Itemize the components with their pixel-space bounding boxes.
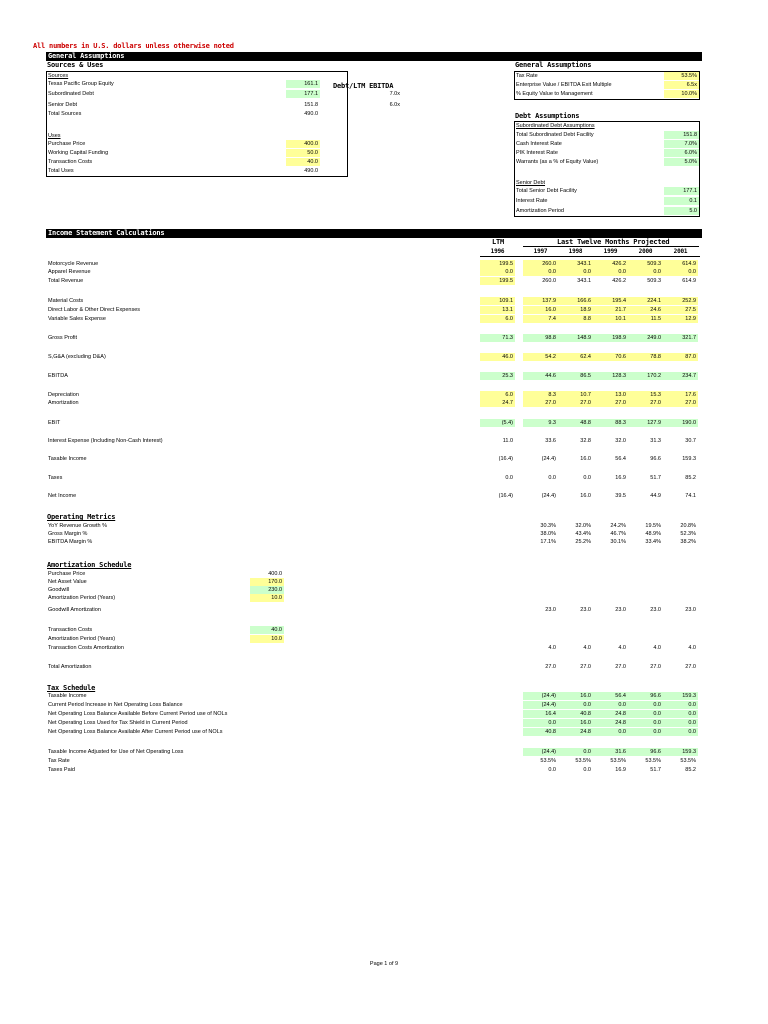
income-row-value: 195.4 [593,297,628,305]
tax-row-value: 0.0 [583,767,591,773]
income-row-value: 51.7 [650,475,661,481]
assumption-label: Tax Rate [516,73,538,79]
tax-row-value: 0.0 [628,710,663,718]
tc-amort-value: 4.0 [618,645,626,651]
tax-row-value: (24.4) [523,748,558,756]
goodwill-amort-value: 23.0 [650,607,661,613]
tax-row-value: 0.0 [523,719,558,727]
income-row-value: 13.0 [593,391,628,399]
tax-row-value: 53.5% [645,758,661,764]
amort-input-label: Net Asset Value [48,579,87,585]
income-row-label: Depreciation [48,392,79,398]
income-row-value: 0.0 [523,268,558,276]
tax-row-value: 53.5% [610,758,626,764]
income-row-value: 426.2 [593,260,628,268]
tax-row-value: 0.0 [628,728,663,736]
tc-amort-value: 4.0 [688,645,696,651]
metric-value: 32.0% [575,523,591,529]
uses-label: Uses [48,133,61,139]
senior-debt-value: 0.1 [664,197,699,205]
source-value: 161.1 [286,80,320,88]
assumption-value: 53.5% [664,72,699,80]
income-row-value: 260.0 [523,260,558,268]
income-row-value: 10.7 [558,391,593,399]
income-row-value: 13.1 [480,306,515,314]
currency-note: All numbers in U.S. dollars unless otherwise noted [33,42,234,50]
tax-row-value: 16.0 [558,692,593,700]
tax-row-value: 0.0 [558,748,593,756]
income-row-value: 252.9 [663,297,698,305]
goodwill-amort-value: 23.0 [615,607,626,613]
tax-row-value: 53.5% [680,758,696,764]
tax-row-value: 24.8 [593,719,628,727]
tax-row-value: 96.6 [628,692,663,700]
sub-header: Subordinated Debt Assumptions [516,123,595,129]
year-header: 2000 [638,248,653,255]
income-row-value: 137.9 [523,297,558,305]
income-row-value: 614.9 [682,278,696,284]
tax-row-label: Taxes Paid [48,767,75,773]
income-row-value: 198.9 [593,334,628,342]
tax-row-value: 96.6 [628,748,663,756]
debt-ebitda-label: Debt/LTM EBITDA [333,82,394,90]
metric-value: 24.2% [610,523,626,529]
income-row-value: 0.0 [505,475,513,481]
senior-debt-label: Total Senior Debt Facility [516,188,577,194]
income-row-value: 27.0 [663,399,698,407]
income-row-value: 509.3 [647,278,661,284]
ga-title: General Assumptions [515,61,592,69]
income-row-value: 260.0 [542,278,556,284]
income-row-value: 249.0 [628,334,663,342]
assumption-label: Enterprise Value / EBITDA Exit Multiple [516,82,612,88]
tax-row-value: 53.5% [540,758,556,764]
income-row-value: 321.7 [663,334,698,342]
income-row-value: 44.9 [650,493,661,499]
amort-input-label: Amortization Period (Years) [48,595,116,601]
income-row-value: 166.6 [558,297,593,305]
metric-value: 52.3% [680,531,696,537]
tc-input-value: 10.0 [250,635,284,643]
general-assumptions-bar: General Assumptions [46,52,702,61]
tax-row-value: 0.0 [548,767,556,773]
tax-row-value: 16.4 [523,710,558,718]
debt-title: Debt Assumptions [515,112,580,120]
income-row-value: (5.4) [480,419,515,427]
metric-value: 33.4% [645,539,661,545]
income-row-value: 6.0 [480,391,515,399]
metric-label: YoY Revenue Growth % [48,523,108,529]
income-row-value: 27.0 [628,399,663,407]
income-row-value: 8.8 [558,315,593,323]
tc-input-label: Transaction Costs [48,627,93,633]
income-row-label: Gross Profit [48,335,78,341]
amort-input-value: 230.0 [250,586,284,594]
income-row-value: 614.9 [663,260,698,268]
income-row-value: 98.8 [523,334,558,342]
assumption-value: 6.5x [664,81,699,89]
income-row-value: 39.5 [615,493,626,499]
projected-underline [523,246,699,247]
income-row-value: 18.9 [558,306,593,314]
ltm-projected-label: Last Twelve Months Projected [557,238,670,246]
use-value: 50.0 [286,149,320,157]
income-row-value: 9.3 [523,419,558,427]
source-label: Texas Pacific Group Equity [48,81,114,87]
income-row-value: 33.6 [545,438,556,444]
income-row-value: 88.3 [593,419,628,427]
income-row-value: 127.9 [628,419,663,427]
income-row-value: 86.5 [558,372,593,380]
income-row-value: 343.1 [577,278,591,284]
use-value: 400.0 [286,140,320,148]
tax-row-value: 0.0 [628,719,663,727]
tax-row-value: 0.0 [663,710,698,718]
year-header: 1999 [603,248,618,255]
income-row-value: 54.2 [523,353,558,361]
income-row-value: 16.9 [615,475,626,481]
income-row-value: 426.2 [612,278,626,284]
income-row-value: 109.1 [480,297,515,305]
income-row-value: 199.5 [480,277,515,285]
sources-uses-title: Sources & Uses [47,61,104,69]
total-amort-value: 27.0 [650,664,661,670]
income-row-label: Apparel Revenue [48,269,91,275]
metric-value: 20.8% [680,523,696,529]
senior-debt-value: 5.0 [664,207,699,215]
source-label: Total Sources [48,111,82,117]
tax-row-value: 85.2 [685,767,696,773]
tax-row-value: 56.4 [593,692,628,700]
tax-row-value: 31.6 [593,748,628,756]
income-row-value: 27.0 [523,399,558,407]
income-row-value: 70.6 [593,353,628,361]
income-row-label: Material Costs [48,298,84,304]
total-amort-label: Total Amortization [48,664,92,670]
metric-label: Gross Margin % [48,531,88,537]
year-header: 1997 [533,248,548,255]
income-row-value: 159.3 [682,456,696,462]
income-row-value: 15.3 [628,391,663,399]
income-row-label: Taxable Income [48,456,87,462]
income-row-value: 0.0 [628,268,663,276]
metric-value: 19.5% [645,523,661,529]
total-amort-value: 27.0 [685,664,696,670]
tax-row-value: 40.8 [523,728,558,736]
income-row-label: Taxes [48,475,63,481]
sub-debt-label: PIK Interest Rate [516,150,558,156]
amort-input-label: Purchase Price [48,571,86,577]
income-row-value: 509.3 [628,260,663,268]
income-statement-bar: Income Statement Calculations [46,229,702,238]
income-row-value: 71.3 [480,334,515,342]
income-row-label: EBIT [48,420,61,426]
tax-row-value: 159.3 [663,748,698,756]
use-value: 490.0 [304,168,318,174]
metric-value: 25.2% [575,539,591,545]
income-row-label: Variable Sales Expense [48,316,106,322]
goodwill-amort-label: Goodwill Amortization [48,607,101,613]
income-row-value: 16.0 [580,456,591,462]
tax-row-value: 0.0 [593,701,628,709]
sub-debt-label: Cash Interest Rate [516,141,562,147]
tax-row-value: 0.0 [593,728,628,736]
income-row-label: Direct Labor & Other Direct Expenses [48,307,141,313]
source-value: 490.0 [304,111,318,117]
tax-row-label: Tax Rate [48,758,70,764]
source-label: Senior Debt [48,102,78,108]
income-row-value: 27.0 [558,399,593,407]
tax-row-label: Net Operating Loss Used for Tax Shield in Current Period [48,720,188,726]
income-row-value: 0.0 [548,475,556,481]
income-row-value: 234.7 [663,372,698,380]
income-row-value: 78.8 [628,353,663,361]
goodwill-amort-value: 23.0 [580,607,591,613]
income-row-value: 8.3 [523,391,558,399]
tax-row-value: 24.8 [593,710,628,718]
tax-row-value: 16.9 [615,767,626,773]
metric-value: 17.1% [540,539,556,545]
income-row-value: 24.6 [628,306,663,314]
sub-debt-label: Total Subordinated Debt Facility [516,132,594,138]
tax-row-value: 0.0 [558,701,593,709]
tax-title: Tax Schedule [47,684,96,692]
tax-row-value: 40.8 [558,710,593,718]
income-row-value: 32.8 [580,438,591,444]
assumption-value: 10.0% [664,90,699,98]
amort-input-value: 170.0 [250,578,284,586]
ltm-label: LTM [491,238,505,246]
year-header: 2001 [673,248,688,255]
year-header: 1996 [490,248,505,255]
income-row-value: 199.5 [480,260,515,268]
income-row-value: 85.2 [685,475,696,481]
metric-value: 38.0% [540,531,556,537]
tc-amort-label: Transaction Costs Amortization [48,645,124,651]
income-row-value: 0.0 [583,475,591,481]
metric-value: 38.2% [680,539,696,545]
income-row-value: 24.7 [480,399,515,407]
income-row-value: 6.0 [480,315,515,323]
income-row-label: Amortization [48,400,79,406]
amort-title: Amortization Schedule [47,561,132,569]
income-row-value: 87.0 [663,353,698,361]
income-row-value: 10.1 [593,315,628,323]
senior-debt-label: Amortization Period [516,208,564,214]
income-row-value: 32.0 [615,438,626,444]
income-row-value: 44.6 [523,372,558,380]
tax-row-label: Taxable Income Adjusted for Use of Net Operating Loss [48,749,184,755]
tax-row-label: Current Period Increase in Net Operating Loss Balance [48,702,183,708]
tax-row-label: Net Operating Loss Balance Available After Current Period use of NOLs [48,729,223,735]
income-row-value: 96.6 [650,456,661,462]
senior-debt-label: Interest Rate [516,198,548,204]
income-row-value: 27.5 [663,306,698,314]
tax-row-label: Net Operating Loss Balance Available Before Current Period use of NOLs [48,711,228,717]
total-amort-value: 27.0 [580,664,591,670]
senior-header: Senior Debt [516,180,546,186]
tax-row-value: 53.5% [575,758,591,764]
income-row-value: (16.4) [498,456,513,462]
sources-label: Sources [48,73,69,79]
income-row-value: 11.5 [628,315,663,323]
tax-row-value: 159.3 [663,692,698,700]
income-row-value: 343.1 [558,260,593,268]
income-row-label: Motorcycle Revenue [48,261,99,267]
use-label: Working Capital Funding [48,150,109,156]
year-header: 1998 [568,248,583,255]
source-value: 177.1 [286,90,320,98]
tax-row-value: 51.7 [650,767,661,773]
use-label: Purchase Price [48,141,86,147]
income-row-value: 21.7 [593,306,628,314]
use-label: Transaction Costs [48,159,93,165]
metric-value: 43.4% [575,531,591,537]
sub-debt-value: 5.0% [664,158,699,166]
tc-amort-value: 4.0 [653,645,661,651]
metric-value: 46.7% [610,531,626,537]
income-row-value: 31.3 [650,438,661,444]
income-row-value: 46.0 [480,353,515,361]
amort-input-value: 10.0 [250,594,284,602]
page-number: Page 1 of 9 [369,961,399,967]
tax-row-value: 0.0 [663,728,698,736]
income-row-value: 16.0 [523,306,558,314]
total-amort-value: 27.0 [545,664,556,670]
income-row-value: (16.4) [498,493,513,499]
income-row-value: 0.0 [558,268,593,276]
metric-label: EBITDA Margin % [48,539,93,545]
income-row-value: 128.3 [593,372,628,380]
income-row-label: S,G&A (excluding D&A) [48,354,106,360]
income-row-value: 30.7 [685,438,696,444]
income-row-value: 12.9 [663,315,698,323]
income-row-value: 148.9 [558,334,593,342]
income-row-value: 27.0 [593,399,628,407]
income-row-value: 16.0 [580,493,591,499]
use-value: 40.0 [286,158,320,166]
source-label: Subordinated Debt [48,91,94,97]
tax-row-value: (24.4) [523,701,558,709]
amort-input-label: Goodwill [48,587,70,593]
income-row-label: Net Income [48,493,77,499]
senior-debt-value: 177.1 [664,187,699,195]
goodwill-amort-value: 23.0 [685,607,696,613]
sub-debt-value: 151.8 [664,131,699,139]
income-row-value: 190.0 [663,419,698,427]
income-row-value: 56.4 [615,456,626,462]
year-underline [480,256,700,257]
income-row-value: 170.2 [628,372,663,380]
income-row-value: (24.4) [541,493,556,499]
income-row-value: (24.4) [541,456,556,462]
income-row-value: 25.3 [480,372,515,380]
income-row-value: 17.6 [663,391,698,399]
tax-row-value: 24.8 [558,728,593,736]
tc-amort-value: 4.0 [548,645,556,651]
income-row-label: Interest Expense (Including Non-Cash Interest) [48,438,163,444]
income-row-label: Total Revenue [48,278,84,284]
tax-row-label: Taxable Income [48,693,87,699]
sub-debt-value: 7.0% [664,140,699,148]
income-row-value: 0.0 [480,268,515,276]
income-row-label: EBITDA [48,373,68,379]
metric-value: 30.3% [540,523,556,529]
income-row-value: 7.4 [523,315,558,323]
tax-row-value: 0.0 [663,719,698,727]
metric-value: 30.1% [610,539,626,545]
tc-input-label: Amortization Period (Years) [48,636,116,642]
total-amort-value: 27.0 [615,664,626,670]
income-row-value: 0.0 [593,268,628,276]
use-label: Total Uses [48,168,74,174]
tc-input-value: 40.0 [250,626,284,634]
income-row-value: 0.0 [663,268,698,276]
income-row-value: 224.1 [628,297,663,305]
tc-amort-value: 4.0 [583,645,591,651]
amort-input-value: 400.0 [268,571,282,577]
tax-row-value: 0.0 [628,701,663,709]
debt-ebitda-sub: 7.0x [389,91,400,97]
income-row-value: 62.4 [558,353,593,361]
sub-debt-value: 6.0% [664,149,699,157]
assumption-label: % Equity Value to Management [516,91,593,97]
tax-row-value: 16.0 [558,719,593,727]
goodwill-amort-value: 23.0 [545,607,556,613]
debt-ebitda-senior: 6.0x [389,102,400,108]
income-row-value: 11.0 [502,438,513,444]
source-value: 151.8 [304,102,318,108]
metric-value: 48.9% [645,531,661,537]
tax-row-value: (24.4) [523,692,558,700]
sub-debt-label: Warrants (as a % of Equity Value) [516,159,599,165]
income-row-value: 74.1 [685,493,696,499]
tax-row-value: 0.0 [663,701,698,709]
metrics-title: Operating Metrics [47,513,116,521]
income-row-value: 48.8 [558,419,593,427]
